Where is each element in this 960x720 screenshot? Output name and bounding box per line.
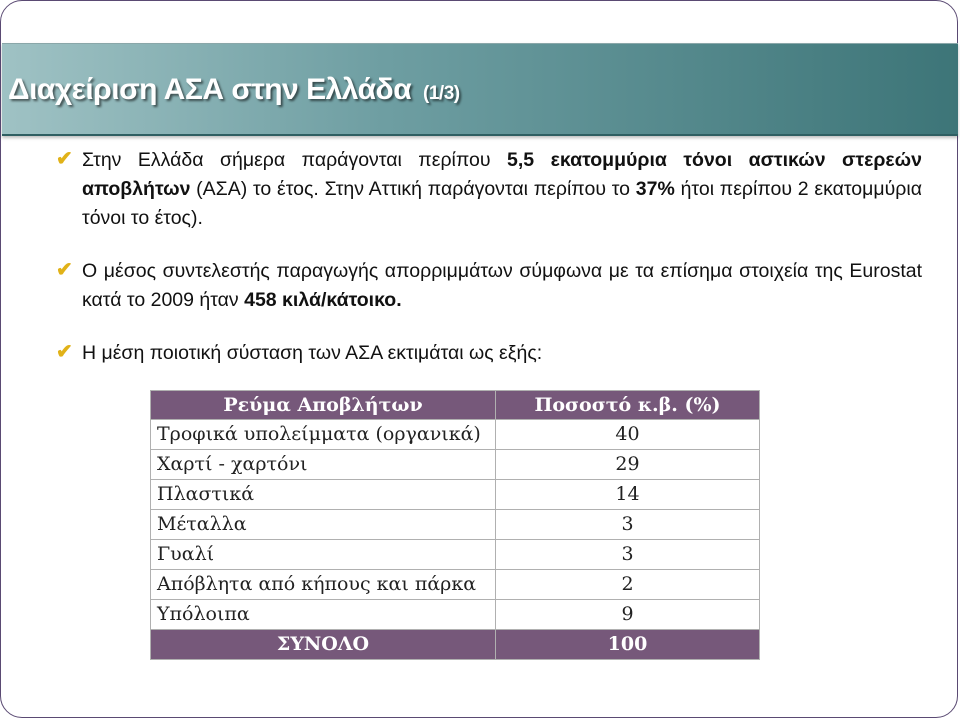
- table-body: [151, 420, 760, 630]
- table-header-row: [151, 391, 760, 420]
- bullet-item: [52, 339, 922, 368]
- bullet-text: Η μέση ποιοτική σύσταση των ΑΣΑ εκτιμάται ως εξής:: [82, 342, 543, 364]
- bullet-list: [52, 146, 922, 392]
- waste-stream-cell: Απόβλητα από κήπους και πάρκα: [151, 570, 496, 600]
- bullet-text-bold: 5,5 εκατομμύρια τόνοι αστικών στερεών αποβλήτων: [82, 149, 922, 200]
- checkmark-icon: ✔: [56, 259, 73, 281]
- bullet-text: ήτοι περίπου 2 εκατομμύρια τόνοι το έτος).: [82, 178, 922, 229]
- slide-title-main: Διαχείριση ΑΣΑ στην Ελλάδα: [8, 73, 412, 106]
- waste-composition-table: [150, 390, 760, 660]
- waste-stream-cell: Υπόλοιπα: [151, 600, 496, 630]
- waste-stream-cell: Μέταλλα: [151, 510, 496, 540]
- header-percent: Ποσοστό κ.β. (%): [496, 391, 760, 420]
- percent-cell: 29: [496, 450, 760, 480]
- table-row: [151, 510, 760, 540]
- bullet-text-bold: 37%: [635, 178, 675, 200]
- bullet-text: Στην Ελλάδα σήμερα παράγονται περίπου: [82, 149, 508, 171]
- slide-title-page: (1/3): [423, 83, 460, 104]
- table-row: [151, 600, 760, 630]
- bullet-text: (ΑΣΑ) το έτος. Στην Αττική παράγονται περίπου το: [190, 178, 636, 200]
- waste-stream-cell: Πλαστικά: [151, 480, 496, 510]
- percent-cell: 3: [496, 510, 760, 540]
- bullet-item: [52, 146, 922, 233]
- checkmark-icon: ✔: [56, 341, 73, 363]
- table-row: [151, 480, 760, 510]
- percent-cell: 2: [496, 570, 760, 600]
- total-label: ΣΥΝΟΛΟ: [151, 630, 496, 660]
- table-row: [151, 570, 760, 600]
- percent-cell: 14: [496, 480, 760, 510]
- percent-cell: 3: [496, 540, 760, 570]
- percent-cell: 9: [496, 600, 760, 630]
- bullet-text-bold: 458 κιλά/κάτοικο.: [244, 289, 402, 311]
- table-row: [151, 420, 760, 450]
- percent-cell: 40: [496, 420, 760, 450]
- table-total-row: [151, 630, 760, 660]
- bullet-text: Ο μέσος συντελεστής παραγωγής απορριμμάτων σύμφωνα με τα επίσημα στοιχεία της Eurostat κατά το 2009 ήταν: [82, 260, 922, 311]
- bullet-item: [52, 257, 922, 315]
- checkmark-icon: ✔: [56, 148, 73, 170]
- table-row: [151, 450, 760, 480]
- waste-stream-cell: Τροφικά υπολείμματα (οργανικά): [151, 420, 496, 450]
- total-value: 100: [496, 630, 760, 660]
- waste-stream-cell: Χαρτί - χαρτόνι: [151, 450, 496, 480]
- waste-stream-cell: Γυαλί: [151, 540, 496, 570]
- slide-title: [8, 73, 460, 107]
- header-stream: Ρεύμα Αποβλήτων: [151, 391, 496, 420]
- table-row: [151, 540, 760, 570]
